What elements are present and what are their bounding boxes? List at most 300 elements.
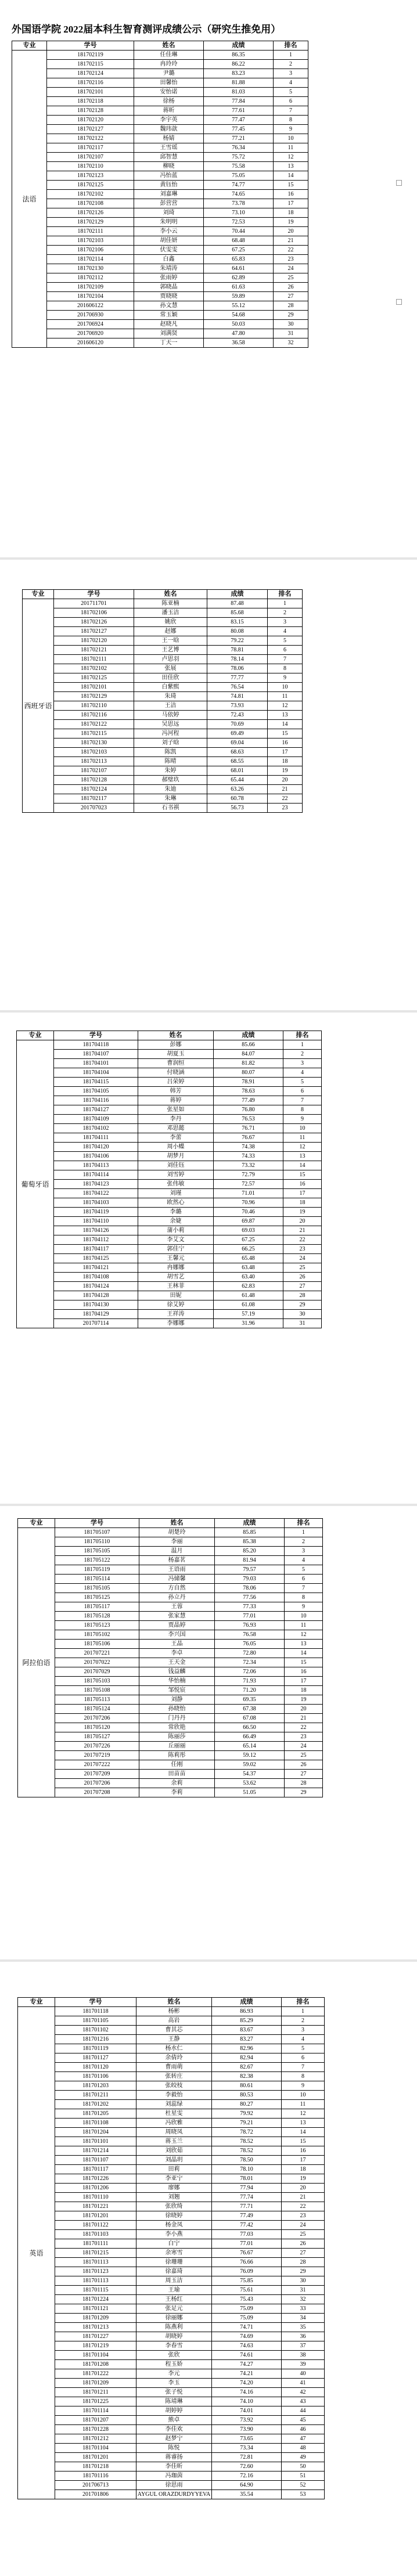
table-row bbox=[18, 2193, 325, 2202]
table-header-row bbox=[23, 590, 303, 599]
cell-name: 徐嘉琦 bbox=[136, 2267, 212, 2276]
cell-rank: 29 bbox=[285, 1788, 323, 1797]
cell-score: 72.43 bbox=[207, 711, 268, 720]
table-header-row bbox=[18, 1998, 325, 2007]
cell-student-id: 181701111 bbox=[55, 2239, 136, 2249]
table-row bbox=[18, 1742, 323, 1751]
table-row bbox=[17, 1133, 322, 1143]
cell-score: 59.12 bbox=[215, 1751, 285, 1760]
cell-student-id: 181701119 bbox=[55, 2044, 136, 2053]
cell-name: 胡雪艺 bbox=[138, 1273, 214, 1282]
cell-name: 欧然心 bbox=[138, 1198, 214, 1208]
page-divider bbox=[0, 1010, 417, 1013]
cell-student-id: 181702103 bbox=[54, 748, 134, 757]
cell-rank: 22 bbox=[283, 1235, 322, 1245]
cell-score: 74.65 bbox=[204, 190, 274, 199]
cell-student-id: 181705108 bbox=[55, 1686, 139, 1695]
cell-student-id: 181701202 bbox=[55, 2100, 136, 2109]
cell-rank: 17 bbox=[282, 2156, 325, 2165]
cell-score: 73.90 bbox=[212, 2425, 282, 2434]
cell-score: 76.34 bbox=[204, 143, 274, 153]
cell-score: 77.47 bbox=[204, 116, 274, 125]
cell-name: 杨彬 bbox=[136, 2007, 212, 2016]
cell-rank: 9 bbox=[285, 1602, 323, 1612]
cell-rank: 8 bbox=[282, 2072, 325, 2081]
score-table bbox=[22, 589, 303, 813]
cell-rank: 27 bbox=[282, 2249, 325, 2258]
cell-student-id: 181701208 bbox=[55, 2360, 136, 2369]
cell-student-id: 181701106 bbox=[55, 2072, 136, 2081]
cell-student-id: 181705102 bbox=[55, 1630, 139, 1640]
cell-rank: 20 bbox=[282, 2184, 325, 2193]
cell-name: 冉玲玲 bbox=[134, 60, 204, 69]
cell-rank: 16 bbox=[282, 2146, 325, 2156]
cell-score: 65.14 bbox=[215, 1742, 285, 1751]
cell-student-id: 181704119 bbox=[54, 1208, 138, 1217]
table-row bbox=[18, 2295, 325, 2304]
header-student-id: 学号 bbox=[55, 1998, 136, 2007]
table-row bbox=[23, 692, 303, 701]
table-row bbox=[23, 673, 303, 683]
cell-score: 77.45 bbox=[204, 125, 274, 134]
table-row bbox=[12, 125, 308, 134]
cell-rank: 18 bbox=[268, 757, 303, 766]
table-row bbox=[18, 2072, 325, 2081]
cell-student-id: 181704118 bbox=[54, 1040, 138, 1050]
cell-student-id: 181702111 bbox=[54, 655, 134, 664]
table-row bbox=[23, 608, 303, 618]
table-row bbox=[17, 1152, 322, 1161]
table-row bbox=[17, 1040, 322, 1050]
cell-rank: 15 bbox=[268, 729, 303, 738]
cell-name: 孙晓怡 bbox=[139, 1705, 215, 1714]
cell-student-id: 181702113 bbox=[54, 757, 134, 766]
cell-score: 76.67 bbox=[212, 2249, 282, 2258]
cell-rank: 21 bbox=[282, 2193, 325, 2202]
cell-rank: 20 bbox=[283, 1217, 322, 1226]
header-score: 成绩 bbox=[212, 1998, 282, 2007]
cell-name: 李亚宁 bbox=[136, 2174, 212, 2184]
cell-score: 73.92 bbox=[212, 2416, 282, 2425]
cell-rank: 2 bbox=[283, 1050, 322, 1059]
cell-score: 82.96 bbox=[212, 2044, 282, 2053]
cell-score: 74.61 bbox=[212, 2351, 282, 2360]
cell-score: 78.06 bbox=[215, 1584, 285, 1593]
score-table bbox=[17, 1997, 325, 2499]
cell-name: 李丹 bbox=[138, 1115, 214, 1124]
cell-student-id: 201606122 bbox=[47, 301, 134, 311]
header-score: 成绩 bbox=[215, 1519, 285, 1528]
table-row bbox=[18, 1723, 323, 1732]
table-row bbox=[23, 636, 303, 646]
cell-name: 蒋玉兰 bbox=[136, 2137, 212, 2146]
cell-rank: 19 bbox=[285, 1695, 323, 1705]
cell-rank: 28 bbox=[282, 2258, 325, 2267]
cell-score: 83.23 bbox=[204, 69, 274, 78]
cell-rank: 17 bbox=[283, 1189, 322, 1198]
cell-score: 74.27 bbox=[212, 2360, 282, 2369]
cell-student-id: 181701123 bbox=[55, 2267, 136, 2276]
cell-student-id: 201706920 bbox=[47, 329, 134, 338]
cell-rank: 12 bbox=[268, 701, 303, 711]
cell-rank: 19 bbox=[274, 218, 308, 227]
table-row bbox=[23, 618, 303, 627]
cell-score: 77.49 bbox=[212, 2211, 282, 2221]
cell-name: 张欣 bbox=[136, 2351, 212, 2360]
cell-rank: 12 bbox=[282, 2109, 325, 2119]
cell-rank: 53 bbox=[282, 2490, 325, 2499]
cell-rank: 25 bbox=[274, 273, 308, 283]
header-student-id: 学号 bbox=[55, 1519, 139, 1528]
cell-rank: 13 bbox=[268, 711, 303, 720]
cell-name: 徐珊珊 bbox=[136, 2258, 212, 2267]
cell-score: 54.68 bbox=[204, 311, 274, 320]
table-row bbox=[18, 1695, 323, 1705]
cell-name: 曹其芯 bbox=[136, 2026, 212, 2035]
cell-rank: 5 bbox=[285, 1565, 323, 1575]
table-row bbox=[12, 143, 308, 153]
header-rank: 排名 bbox=[283, 1031, 322, 1040]
table-row bbox=[18, 1537, 323, 1547]
cell-name: 程玉娇 bbox=[136, 2360, 212, 2369]
score-table bbox=[17, 1518, 323, 1797]
table-row bbox=[18, 2211, 325, 2221]
cell-score: 60.78 bbox=[207, 794, 268, 804]
cell-student-id: 181702116 bbox=[54, 711, 134, 720]
table-row bbox=[12, 292, 308, 301]
cell-score: 68.55 bbox=[207, 757, 268, 766]
cell-score: 69.49 bbox=[207, 729, 268, 738]
cell-rank: 49 bbox=[282, 2453, 325, 2462]
table-row bbox=[18, 2276, 325, 2286]
cell-rank: 22 bbox=[274, 246, 308, 255]
cell-name: 赵梦宁 bbox=[136, 2434, 212, 2444]
table-row bbox=[18, 1640, 323, 1649]
header-student-id: 学号 bbox=[54, 1031, 138, 1040]
cell-name: 邓思懿 bbox=[138, 1124, 214, 1133]
cell-score: 78.81 bbox=[207, 646, 268, 655]
table-row bbox=[12, 153, 308, 162]
cell-rank: 29 bbox=[282, 2267, 325, 2276]
cell-rank: 8 bbox=[274, 116, 308, 125]
cell-name: AYGUL ORAZDURDYYEVA bbox=[136, 2490, 212, 2499]
cell-score: 68.01 bbox=[207, 766, 268, 776]
cell-score: 72.06 bbox=[215, 1667, 285, 1677]
cell-name: 杨水仁 bbox=[136, 2044, 212, 2053]
cell-name: 张家慧 bbox=[139, 1612, 215, 1621]
cell-name: 李佳欢 bbox=[136, 2425, 212, 2434]
cell-name: 胡楚玲 bbox=[139, 1528, 215, 1537]
cell-student-id: 181704130 bbox=[54, 1300, 138, 1310]
cell-rank: 14 bbox=[282, 2128, 325, 2137]
cell-rank: 46 bbox=[282, 2425, 325, 2434]
cell-student-id: 181704128 bbox=[54, 1291, 138, 1300]
cell-score: 70.96 bbox=[214, 1198, 283, 1208]
cell-rank: 31 bbox=[282, 2286, 325, 2295]
cell-student-id: 181702120 bbox=[47, 116, 134, 125]
cell-student-id: 181701113 bbox=[55, 2258, 136, 2267]
cell-student-id: 201706924 bbox=[47, 320, 134, 329]
table-section bbox=[22, 589, 303, 813]
cell-student-id: 181701116 bbox=[55, 2471, 136, 2481]
cell-score: 78.01 bbox=[212, 2174, 282, 2184]
cell-rank: 22 bbox=[268, 794, 303, 804]
table-row bbox=[12, 338, 308, 348]
cell-score: 63.48 bbox=[214, 1263, 283, 1273]
cell-name: 蒋睿扬 bbox=[136, 2453, 212, 2462]
table-row bbox=[18, 1649, 323, 1658]
cell-rank: 11 bbox=[282, 2100, 325, 2109]
cell-score: 72.57 bbox=[214, 1180, 283, 1189]
cell-name: 刘瑾 bbox=[138, 1189, 214, 1198]
cell-name: 田妮 bbox=[138, 1291, 214, 1300]
cell-score: 83.67 bbox=[212, 2026, 282, 2035]
cell-name: 温月 bbox=[139, 1547, 215, 1556]
cell-score: 86.35 bbox=[204, 51, 274, 60]
table-row bbox=[18, 2063, 325, 2072]
cell-name: 徐丽娜 bbox=[136, 2314, 212, 2323]
cell-student-id: 181704116 bbox=[54, 1096, 138, 1105]
cell-student-id: 181704121 bbox=[54, 1263, 138, 1273]
cell-score: 77.42 bbox=[212, 2221, 282, 2230]
cell-score: 70.44 bbox=[204, 227, 274, 236]
cell-rank: 24 bbox=[274, 264, 308, 273]
cell-student-id: 181704114 bbox=[54, 1170, 138, 1180]
cell-student-id: 181705127 bbox=[55, 1732, 139, 1742]
cell-name: 朱迪 bbox=[134, 785, 207, 794]
cell-rank: 6 bbox=[285, 1575, 323, 1584]
header-score: 成绩 bbox=[214, 1031, 283, 1040]
table-row bbox=[18, 2481, 325, 2490]
cell-name: 吕荣婷 bbox=[138, 1078, 214, 1087]
cell-rank: 44 bbox=[282, 2406, 325, 2416]
table-row bbox=[23, 738, 303, 748]
cell-rank: 12 bbox=[274, 153, 308, 162]
table-row bbox=[17, 1263, 322, 1273]
cell-rank: 10 bbox=[283, 1124, 322, 1133]
cell-rank: 18 bbox=[282, 2165, 325, 2174]
page-divider bbox=[0, 1504, 417, 1506]
cell-rank: 8 bbox=[283, 1105, 322, 1115]
table-row bbox=[12, 283, 308, 292]
cell-name: 冯怡蓝 bbox=[134, 171, 204, 181]
cell-score: 78.72 bbox=[212, 2128, 282, 2137]
cell-name: 王静 bbox=[136, 2035, 212, 2044]
table-row bbox=[17, 1217, 322, 1226]
cell-name: 蒋昕 bbox=[134, 106, 204, 116]
cell-rank: 11 bbox=[283, 1133, 322, 1143]
cell-rank: 14 bbox=[283, 1161, 322, 1170]
table-row bbox=[12, 301, 308, 311]
cell-name: 李宇英 bbox=[134, 116, 204, 125]
cell-score: 78.50 bbox=[212, 2156, 282, 2165]
cell-name: 王天金 bbox=[139, 1658, 215, 1667]
cell-score: 72.53 bbox=[204, 218, 274, 227]
table-row bbox=[18, 2026, 325, 2035]
cell-score: 78.10 bbox=[212, 2165, 282, 2174]
cell-student-id: 181702101 bbox=[47, 88, 134, 97]
table-row bbox=[17, 1245, 322, 1254]
cell-name: 彭娜 bbox=[138, 1040, 214, 1050]
cell-student-id: 181701117 bbox=[55, 2165, 136, 2174]
cell-name: 王语雨 bbox=[139, 1565, 215, 1575]
cell-student-id: 181702115 bbox=[54, 729, 134, 738]
cell-score: 76.54 bbox=[207, 683, 268, 692]
cell-score: 35.54 bbox=[212, 2490, 282, 2499]
table-row bbox=[18, 2249, 325, 2258]
cell-rank: 16 bbox=[274, 190, 308, 199]
cell-name: 张伟敏 bbox=[138, 1180, 214, 1189]
cell-rank: 27 bbox=[283, 1282, 322, 1291]
cell-score: 80.61 bbox=[212, 2081, 282, 2091]
cell-rank: 25 bbox=[283, 1263, 322, 1273]
table-row bbox=[17, 1198, 322, 1208]
cell-score: 67.08 bbox=[215, 1714, 285, 1723]
cell-name: 田莉 bbox=[136, 2165, 212, 2174]
cell-score: 66.50 bbox=[215, 1723, 285, 1732]
cell-rank: 24 bbox=[285, 1742, 323, 1751]
cell-score: 81.82 bbox=[214, 1059, 283, 1068]
cell-score: 54.37 bbox=[215, 1770, 285, 1779]
table-row bbox=[18, 1528, 323, 1537]
cell-name: 任佳琳 bbox=[134, 51, 204, 60]
cell-rank: 5 bbox=[274, 88, 308, 97]
cell-name: 郝璧玖 bbox=[134, 776, 207, 785]
cell-name: 安怡诺 bbox=[134, 88, 204, 97]
cell-score: 81.94 bbox=[215, 1556, 285, 1565]
cell-score: 77.56 bbox=[215, 1593, 285, 1602]
cell-student-id: 181701226 bbox=[55, 2174, 136, 2184]
cell-name: 蒲小莉 bbox=[138, 1226, 214, 1235]
cell-name: 张子悦 bbox=[136, 2388, 212, 2397]
cell-name: 杨嘉茗 bbox=[139, 1556, 215, 1565]
cell-student-id: 201706930 bbox=[47, 311, 134, 320]
table-row bbox=[17, 1105, 322, 1115]
cell-rank: 28 bbox=[274, 301, 308, 311]
cell-rank: 30 bbox=[283, 1310, 322, 1319]
cell-rank: 18 bbox=[285, 1686, 323, 1695]
cell-score: 74.10 bbox=[212, 2397, 282, 2406]
cell-name: 王晶 bbox=[139, 1640, 215, 1649]
table-row bbox=[17, 1180, 322, 1189]
cell-student-id: 181702102 bbox=[47, 190, 134, 199]
cell-student-id: 181702129 bbox=[54, 692, 134, 701]
table-row bbox=[18, 2119, 325, 2128]
cell-score: 79.03 bbox=[215, 1575, 285, 1584]
cell-rank: 4 bbox=[285, 1556, 323, 1565]
cell-name: 常欣艳 bbox=[139, 1723, 215, 1732]
table-row bbox=[17, 1050, 322, 1059]
cell-student-id: 181704129 bbox=[54, 1310, 138, 1319]
cell-student-id: 181701127 bbox=[55, 2053, 136, 2063]
cell-name: 彭营营 bbox=[134, 199, 204, 208]
cell-name: 徐艾婷 bbox=[138, 1300, 214, 1310]
table-row bbox=[23, 766, 303, 776]
cell-name: 冯储馨 bbox=[139, 1575, 215, 1584]
cell-name: 丁天一 bbox=[134, 338, 204, 348]
page-divider bbox=[0, 1959, 417, 1962]
cell-student-id: 181701115 bbox=[55, 2286, 136, 2295]
cell-score: 72.60 bbox=[212, 2462, 282, 2471]
cell-name: 李小燕 bbox=[136, 2230, 212, 2239]
cell-student-id: 181704103 bbox=[54, 1198, 138, 1208]
cell-student-id: 181701121 bbox=[55, 2304, 136, 2314]
cell-student-id: 181704123 bbox=[54, 1180, 138, 1189]
cell-rank: 3 bbox=[282, 2026, 325, 2035]
cell-rank: 32 bbox=[282, 2295, 325, 2304]
cell-student-id: 181702106 bbox=[47, 246, 134, 255]
cell-rank: 24 bbox=[282, 2221, 325, 2230]
table-row bbox=[18, 2174, 325, 2184]
cell-name: 刘雪婷 bbox=[138, 1170, 214, 1180]
cell-name: 王馨元 bbox=[138, 1254, 214, 1263]
cell-student-id: 181704127 bbox=[54, 1105, 138, 1115]
cell-score: 78.52 bbox=[212, 2146, 282, 2156]
cell-student-id: 181701211 bbox=[55, 2388, 136, 2397]
cell-name: 王艺博 bbox=[134, 646, 207, 655]
cell-rank: 26 bbox=[274, 283, 308, 292]
table-row bbox=[17, 1170, 322, 1180]
cell-student-id: 181704115 bbox=[54, 1078, 138, 1087]
cell-score: 74.33 bbox=[214, 1152, 283, 1161]
cell-student-id: 181701113 bbox=[55, 2276, 136, 2286]
cell-name: 朱婷 bbox=[134, 766, 207, 776]
cell-rank: 36 bbox=[282, 2332, 325, 2341]
table-row bbox=[17, 1291, 322, 1300]
cell-student-id: 181701118 bbox=[55, 2007, 136, 2016]
cell-student-id: 181701104 bbox=[55, 2444, 136, 2453]
cell-score: 74.81 bbox=[207, 692, 268, 701]
table-row bbox=[18, 1677, 323, 1686]
cell-rank: 19 bbox=[282, 2174, 325, 2184]
cell-name: 丘丽丽 bbox=[139, 1742, 215, 1751]
cell-rank: 21 bbox=[283, 1226, 322, 1235]
cell-name: 张星如 bbox=[138, 1105, 214, 1115]
cell-name: 李佳昕 bbox=[136, 2462, 212, 2471]
cell-rank: 19 bbox=[283, 1208, 322, 1217]
table-row bbox=[12, 255, 308, 264]
cell-rank: 30 bbox=[282, 2276, 325, 2286]
table-row bbox=[18, 1779, 323, 1788]
cell-rank: 21 bbox=[268, 785, 303, 794]
table-row bbox=[18, 2425, 325, 2434]
cell-score: 76.05 bbox=[215, 1640, 285, 1649]
cell-name: 杜星雯 bbox=[136, 2109, 212, 2119]
cell-student-id: 181705128 bbox=[55, 1612, 139, 1621]
cell-student-id: 181702102 bbox=[54, 664, 134, 673]
table-row bbox=[18, 2379, 325, 2388]
table-row bbox=[23, 646, 303, 655]
cell-score: 79.57 bbox=[215, 1565, 285, 1575]
cell-name: 王杨红 bbox=[136, 2295, 212, 2304]
cell-rank: 1 bbox=[282, 2007, 325, 2016]
cell-rank: 23 bbox=[282, 2211, 325, 2221]
cell-score: 74.38 bbox=[214, 1143, 283, 1152]
cell-rank: 9 bbox=[268, 673, 303, 683]
cell-score: 73.34 bbox=[212, 2444, 282, 2453]
header-rank: 排名 bbox=[268, 590, 303, 599]
cell-rank: 14 bbox=[268, 720, 303, 729]
cell-score: 78.52 bbox=[212, 2137, 282, 2146]
cell-score: 82.67 bbox=[212, 2063, 282, 2072]
table-row bbox=[12, 246, 308, 255]
cell-score: 74.20 bbox=[212, 2379, 282, 2388]
cell-name: 姚欣 bbox=[134, 618, 207, 627]
cell-rank: 32 bbox=[274, 338, 308, 348]
cell-name: 余莉 bbox=[139, 1779, 215, 1788]
cell-student-id: 181704107 bbox=[54, 1050, 138, 1059]
table-row bbox=[18, 1751, 323, 1760]
